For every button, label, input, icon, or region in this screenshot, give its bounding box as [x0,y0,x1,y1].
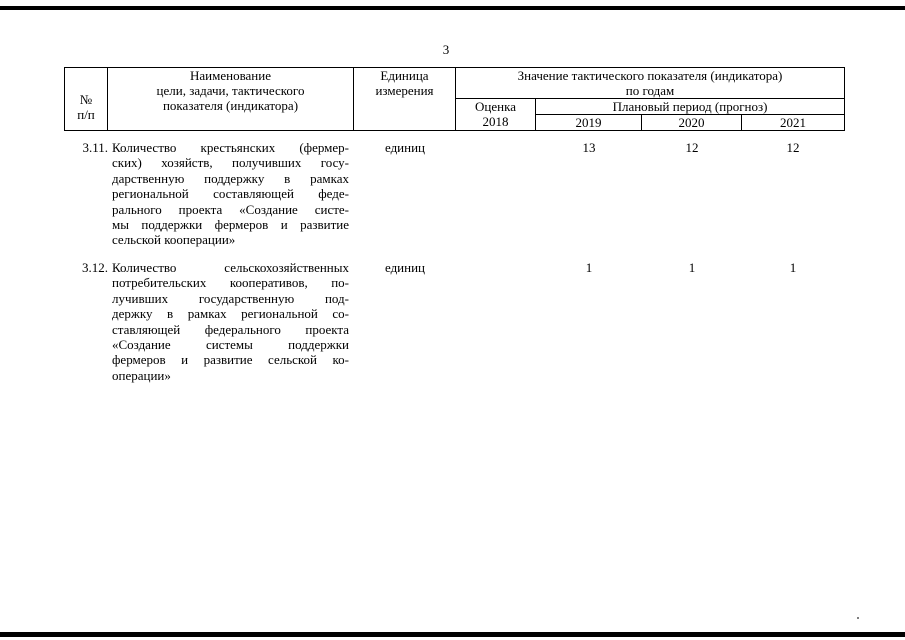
value-2019: 13 [582,140,596,155]
row-number: 3.11. [82,140,108,155]
header-col-name: Наименование цели, задачи, тактического показателя (индикатора) [108,68,354,131]
value-2021: 1 [789,260,797,275]
scan-speck [857,617,859,619]
header-estimate: Оценка 2018 [456,99,536,131]
scan-border-top [0,6,905,10]
header-year-2020: 2020 [642,115,742,131]
indicator-unit: единиц [384,140,426,155]
indicator-name: Количество сельскохозяйственных потребительских кооперативов, по- лучивших государственную под- держку в рамках региональной со- ставляющей федерального проекта «Создание системы поддержки фермеров и развитие сельской ко- операции» [112,260,349,383]
indicator-table-header [64,67,845,131]
value-2021: 12 [786,140,800,155]
value-2020: 1 [688,260,696,275]
scan-border-bottom [0,632,905,637]
value-2020: 12 [685,140,699,155]
header-col-number: № п/п [65,68,108,131]
value-2019: 1 [585,260,593,275]
indicator-name: Количество крестьянских (фермер- ских) хозяйств, получивших госу- дарственную поддержку в рамках региональной составляющей феде- рального проекта «Создание систе- мы поддержки фермеров и развитие сельской кооперации» [112,140,349,248]
header-col-value: Значение тактического показателя (индикатора) по годам [456,68,845,99]
header-year-2019: 2019 [536,115,642,131]
header-plan-period: Плановый период (прогноз) [536,99,845,115]
row-number: 3.12. [82,260,108,275]
header-col-unit: Единица измерения [354,68,456,131]
header-year-2021: 2021 [742,115,845,131]
page-number: 3 [442,42,450,57]
indicator-unit: единиц [384,260,426,275]
